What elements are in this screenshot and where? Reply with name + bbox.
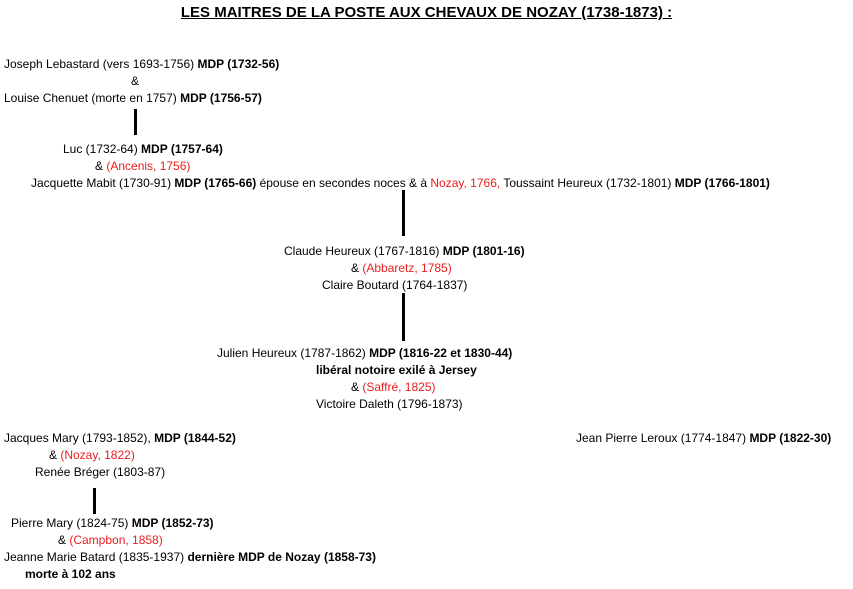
mdp-period: MDP (1844-52)	[154, 431, 236, 445]
marriage-place: (Ancenis, 1756)	[106, 159, 191, 173]
mdp-period: MDP (1766-1801)	[674, 176, 770, 190]
person-name: Julien Heureux (1787-1862)	[217, 346, 370, 360]
person-jacques	[4, 431, 236, 446]
person-claude	[284, 244, 525, 259]
marriage-place: (Abbaretz, 1785)	[362, 261, 452, 275]
person-name: Jean Pierre Leroux (1774-1847)	[576, 431, 750, 445]
marriage-claude-boutard	[351, 261, 452, 276]
person-name: Jacques Mary (1793-1852),	[4, 431, 155, 445]
person-daleth: Victoire Daleth (1796-1873)	[316, 397, 463, 411]
person-lebastard	[4, 57, 279, 72]
person-pierre	[11, 516, 214, 531]
marriage-jacques-breger	[49, 448, 135, 463]
mdp-period: MDP (1756-57)	[180, 91, 262, 105]
person-mabit	[31, 176, 770, 191]
person-name: Claude Heureux (1767-1816)	[284, 244, 443, 258]
marriage-pierre-batard	[58, 533, 163, 548]
marriage-symbol: &	[131, 74, 140, 88]
marriage-symbol: &	[58, 533, 70, 547]
person-julien	[217, 346, 512, 361]
person-name: Jeanne Marie Batard (1835-1937)	[4, 550, 188, 564]
person-note: morte à 102 ans	[25, 567, 116, 581]
marriage-symbol: &	[351, 380, 363, 394]
marriage-luc-mabit	[95, 159, 190, 174]
remarriage-text: épouse en secondes noces & à	[256, 176, 431, 190]
person-name: Jacquette Mabit (1730-91)	[31, 176, 175, 190]
page-title: LES MAITRES DE LA POSTE AUX CHEVAUX DE NOZAY (1738-1873) :	[180, 4, 673, 21]
mdp-period: MDP (1765-66)	[174, 176, 257, 190]
mdp-period: MDP (1732-56)	[197, 57, 280, 71]
person-name: Joseph Lebastard (vers 1693-1756)	[4, 57, 198, 71]
mdp-period: MDP (1822-30)	[749, 431, 832, 445]
marriage-symbol: &	[351, 261, 363, 275]
marriage-place: (Campbon, 1858)	[69, 533, 163, 547]
person-name: Louise Chenuet (morte en 1757)	[4, 91, 181, 105]
marriage-place: (Nozay, 1822)	[60, 448, 135, 462]
descent-line	[402, 190, 405, 236]
person-note: libéral notoire exilé à Jersey	[316, 363, 477, 377]
spouse-name: Toussaint Heureux (1732-1801)	[500, 176, 675, 190]
person-luc	[63, 142, 223, 157]
mdp-period: MDP (1801-16)	[442, 244, 525, 258]
descent-line	[402, 293, 405, 341]
person-batard	[4, 550, 376, 565]
mdp-period: MDP (1757-64)	[141, 142, 223, 156]
marriage-place: Nozay, 1766,	[430, 176, 501, 190]
marriage-julien-daleth	[351, 380, 436, 395]
marriage-place: (Saffré, 1825)	[362, 380, 436, 394]
person-chenuet	[4, 91, 262, 106]
mdp-period: MDP (1852-73)	[131, 516, 214, 530]
marriage-symbol: &	[95, 159, 107, 173]
mdp-period: dernière MDP de Nozay (1858-73)	[187, 550, 376, 564]
person-leroux	[576, 431, 831, 446]
descent-line	[134, 109, 137, 135]
person-name: Luc (1732-64)	[63, 142, 142, 156]
person-name: Pierre Mary (1824-75)	[11, 516, 132, 530]
person-boutard: Claire Boutard (1764-1837)	[322, 278, 468, 292]
descent-line	[93, 488, 96, 514]
person-breger: Renée Bréger (1803-87)	[35, 465, 166, 479]
mdp-period: MDP (1816-22 et 1830-44)	[369, 346, 513, 360]
marriage-symbol: &	[49, 448, 61, 462]
